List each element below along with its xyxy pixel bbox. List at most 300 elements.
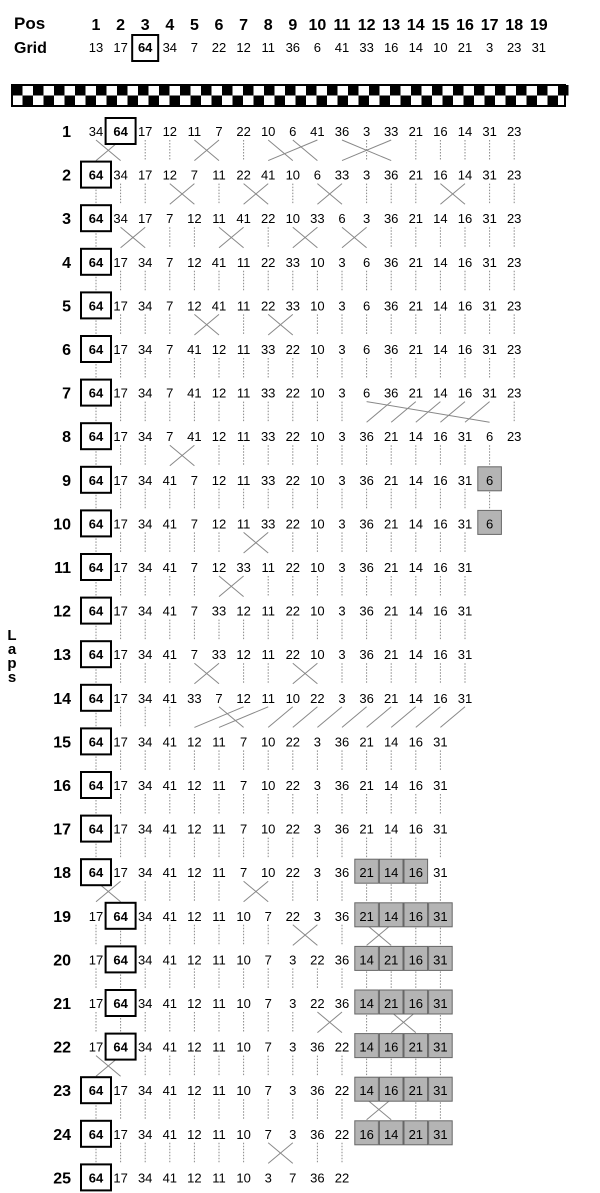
car-number: 3 (338, 516, 346, 532)
position-connector (416, 402, 441, 423)
car-number: 23 (506, 298, 522, 314)
car-number: 6 (289, 124, 297, 139)
car-number: 64 (88, 342, 104, 357)
flag-square (401, 96, 412, 107)
flag-square (296, 96, 307, 107)
car-number: 12 (187, 1039, 202, 1055)
car-number: 34 (88, 124, 104, 139)
car-number: 12 (162, 124, 178, 139)
grid-car: 22 (211, 40, 227, 55)
car-number: 11 (212, 1083, 226, 1099)
car-number: 21 (408, 211, 424, 227)
car-number: 64 (88, 429, 104, 445)
car-number: 10 (260, 821, 276, 837)
car-number: 21 (383, 647, 399, 663)
car-number: 7 (264, 1083, 272, 1099)
car-number: 10 (285, 690, 301, 706)
car-number: 64 (88, 1126, 104, 1142)
position-connector (391, 402, 416, 423)
car-number: 14 (408, 429, 424, 445)
flag-square (506, 96, 517, 107)
car-number: 14 (457, 124, 473, 139)
car-number: 16 (433, 647, 448, 663)
grid-car: 6 (313, 40, 322, 55)
car-number: 16 (408, 865, 424, 881)
car-number: 36 (334, 908, 350, 924)
flag-square (432, 85, 443, 96)
car-number: 21 (383, 996, 399, 1011)
car-number: 31 (482, 254, 497, 270)
car-number: 14 (408, 516, 424, 532)
car-number: 16 (433, 560, 448, 575)
car-number: 34 (113, 211, 128, 227)
flag-square (338, 96, 349, 107)
car-number: 14 (433, 254, 448, 270)
car-number: 12 (187, 778, 202, 793)
car-number: 41 (162, 690, 178, 706)
pos-number: 2 (116, 17, 126, 34)
lap-number: 2 (62, 167, 71, 185)
car-number: 34 (137, 1083, 153, 1099)
car-number: 36 (359, 429, 374, 445)
car-number: 11 (212, 865, 226, 881)
car-number: 34 (137, 429, 153, 445)
car-number: 22 (334, 1083, 350, 1099)
car-number: 10 (310, 342, 325, 357)
grid-car: 12 (236, 40, 251, 55)
car-number: 41 (187, 342, 202, 357)
car-number: 3 (313, 778, 322, 793)
car-number: 11 (236, 298, 251, 314)
car-number: 21 (383, 560, 399, 575)
car-number: 31 (482, 167, 497, 183)
car-number: 17 (137, 167, 153, 183)
position-connector (268, 707, 293, 728)
car-number: 16 (433, 472, 448, 488)
grid-car: 14 (408, 40, 424, 55)
car-number: 11 (236, 254, 251, 270)
car-number: 41 (162, 821, 178, 837)
pos-number: 18 (505, 17, 524, 34)
car-number: 7 (215, 690, 223, 706)
car-number: 41 (162, 865, 178, 881)
flag-square (348, 85, 359, 96)
car-number: 41 (162, 647, 178, 663)
car-number: 22 (285, 778, 301, 793)
car-number: 41 (162, 603, 178, 619)
car-number: 22 (285, 603, 301, 619)
pos-header-label: Pos (14, 14, 46, 33)
car-number: 41 (187, 429, 202, 445)
car-number: 12 (236, 690, 251, 706)
car-number: 34 (137, 821, 153, 837)
car-number: 34 (137, 385, 153, 401)
car-number: 64 (113, 952, 128, 968)
car-number: 17 (113, 1170, 128, 1186)
car-number: 16 (433, 603, 448, 619)
car-number: 36 (383, 254, 399, 270)
car-number: 33 (383, 124, 399, 139)
car-number: 17 (113, 298, 128, 314)
car-number: 7 (190, 167, 199, 183)
car-number: 34 (137, 603, 153, 619)
car-number: 3 (338, 603, 346, 619)
car-number: 23 (506, 342, 522, 357)
car-number: 31 (457, 429, 473, 445)
laps-label-letter: L (7, 627, 17, 644)
car-number: 14 (383, 821, 399, 837)
car-number: 3 (289, 952, 297, 968)
car-number: 17 (113, 821, 128, 837)
flag-square (222, 85, 233, 96)
pos-number: 1 (91, 17, 101, 34)
car-number: 3 (313, 865, 322, 881)
car-number: 31 (457, 516, 473, 532)
flag-square (128, 96, 139, 107)
car-number: 64 (88, 1083, 104, 1099)
car-number: 31 (433, 1126, 448, 1142)
car-number: 10 (236, 996, 251, 1011)
car-number: 14 (383, 908, 399, 924)
car-number: 11 (261, 690, 275, 706)
car-number: 16 (433, 516, 448, 532)
car-number: 21 (383, 472, 399, 488)
car-number: 12 (211, 516, 227, 532)
car-number: 21 (383, 603, 399, 619)
car-number: 31 (457, 560, 473, 575)
car-number: 64 (113, 1039, 128, 1055)
car-number: 16 (408, 952, 424, 968)
car-number: 10 (310, 254, 325, 270)
lap-number: 23 (53, 1083, 71, 1101)
car-number: 31 (457, 472, 473, 488)
car-number: 36 (334, 952, 350, 968)
car-number: 7 (166, 342, 174, 357)
car-number: 33 (260, 342, 276, 357)
car-number: 31 (482, 385, 497, 401)
car-number: 17 (113, 734, 128, 750)
car-number: 22 (236, 167, 251, 183)
pos-number: 11 (333, 17, 351, 34)
flag-square (86, 96, 97, 107)
car-number: 14 (359, 1083, 374, 1099)
flag-square (275, 96, 286, 107)
cell-layer (53, 118, 521, 1190)
car-number: 10 (310, 516, 325, 532)
car-number: 3 (313, 734, 322, 750)
car-number: 34 (137, 472, 153, 488)
car-number: 34 (137, 778, 153, 793)
car-number: 3 (289, 1083, 297, 1099)
car-number: 64 (88, 385, 104, 401)
car-number: 36 (334, 821, 350, 837)
car-number: 17 (88, 908, 104, 924)
car-number: 21 (408, 385, 424, 401)
car-number: 36 (334, 865, 350, 881)
car-number: 14 (433, 298, 448, 314)
car-number: 3 (338, 647, 346, 663)
car-number: 7 (264, 1039, 272, 1055)
flag-square (527, 96, 538, 107)
car-number: 22 (260, 298, 276, 314)
car-number: 14 (408, 690, 424, 706)
car-number: 10 (260, 778, 276, 793)
position-connector (268, 140, 317, 161)
lap-number: 19 (53, 908, 71, 926)
flag-square (285, 85, 296, 96)
car-number: 64 (88, 603, 104, 619)
car-number: 10 (310, 472, 325, 488)
car-number: 6 (313, 167, 322, 183)
flag-square (138, 85, 149, 96)
car-number: 12 (211, 385, 227, 401)
car-number: 21 (383, 690, 399, 706)
car-number: 3 (338, 472, 346, 488)
car-number: 36 (383, 167, 399, 183)
grid-car: 16 (383, 40, 399, 55)
car-number: 11 (212, 734, 226, 750)
car-number: 36 (383, 385, 399, 401)
car-number: 64 (88, 211, 104, 227)
pos-number: 12 (357, 17, 376, 34)
lap-number: 20 (53, 952, 71, 970)
car-number: 41 (162, 1039, 178, 1055)
position-connector (465, 402, 490, 423)
flag-square (107, 96, 118, 107)
car-number: 11 (212, 821, 226, 837)
flag-square (453, 85, 464, 96)
car-number: 3 (362, 167, 371, 183)
car-number: 14 (457, 167, 473, 183)
laps-label-letter: p (7, 655, 17, 672)
flag-square (233, 96, 244, 107)
car-number: 17 (88, 1039, 104, 1055)
car-number: 3 (338, 385, 346, 401)
car-number: 14 (383, 734, 399, 750)
flag-square (558, 85, 569, 96)
car-number: 12 (187, 298, 202, 314)
car-number: 34 (137, 516, 153, 532)
car-number: 10 (310, 429, 325, 445)
grid-car: 34 (162, 40, 178, 55)
position-connector (440, 707, 465, 728)
flag-square (264, 85, 275, 96)
car-number: 23 (506, 385, 522, 401)
car-number: 14 (433, 342, 448, 357)
laps-axis-label (7, 627, 16, 686)
car-number: 7 (264, 1126, 272, 1142)
car-number: 6 (338, 211, 346, 227)
car-number: 41 (162, 516, 178, 532)
car-number: 64 (88, 254, 104, 270)
car-number: 36 (310, 1083, 325, 1099)
car-number: 64 (88, 560, 104, 575)
car-number: 22 (260, 254, 276, 270)
flag-square (117, 85, 128, 96)
car-number: 11 (212, 167, 226, 183)
car-number: 12 (187, 996, 202, 1011)
car-number: 17 (113, 516, 128, 532)
pos-number: 10 (308, 17, 327, 34)
car-number: 31 (433, 778, 448, 793)
car-number: 31 (482, 342, 497, 357)
car-number: 31 (457, 690, 473, 706)
car-number: 10 (260, 734, 276, 750)
car-number: 16 (433, 124, 448, 139)
grid-car: 11 (261, 40, 275, 55)
car-number: 10 (285, 211, 301, 227)
car-number: 36 (334, 124, 350, 139)
car-number: 17 (113, 560, 128, 575)
car-number: 36 (359, 560, 374, 575)
car-number: 17 (113, 647, 128, 663)
flag-square (369, 85, 380, 96)
car-number: 36 (310, 1170, 325, 1186)
flag-square (254, 96, 265, 107)
car-number: 12 (211, 342, 227, 357)
car-number: 12 (187, 211, 202, 227)
position-connector (416, 707, 441, 728)
car-number: 21 (359, 821, 374, 837)
car-number: 36 (359, 690, 374, 706)
car-number: 31 (457, 603, 473, 619)
car-number: 34 (137, 342, 153, 357)
car-number: 12 (187, 952, 202, 968)
car-number: 11 (236, 472, 251, 488)
car-number: 6 (362, 298, 371, 314)
car-number: 41 (162, 1083, 178, 1099)
car-number: 21 (359, 778, 374, 793)
car-number: 6 (362, 254, 371, 270)
car-number: 41 (162, 472, 178, 488)
car-number: 64 (88, 516, 104, 532)
car-number: 31 (433, 952, 448, 968)
car-number: 10 (310, 560, 325, 575)
car-number: 33 (260, 429, 276, 445)
car-number: 14 (408, 472, 424, 488)
car-number: 22 (285, 647, 301, 663)
car-number: 14 (383, 1126, 399, 1142)
car-number: 22 (285, 908, 301, 924)
car-number: 22 (236, 124, 251, 139)
lap-number: 6 (62, 342, 71, 359)
car-number: 11 (261, 603, 275, 619)
car-number: 7 (239, 821, 248, 837)
car-number: 11 (212, 908, 226, 924)
lap-number: 5 (62, 298, 71, 316)
car-number: 64 (88, 778, 104, 793)
flag-square (327, 85, 338, 96)
grid-car: 36 (285, 40, 301, 55)
flag-square (495, 85, 506, 96)
pos-number: 13 (382, 17, 401, 34)
flag-square (23, 96, 34, 107)
car-number: 64 (88, 472, 104, 488)
car-number: 16 (408, 996, 424, 1011)
car-number: 10 (236, 1170, 251, 1186)
car-number: 3 (338, 560, 346, 575)
position-connector (194, 707, 243, 728)
car-number: 11 (212, 952, 226, 968)
car-number: 14 (359, 1039, 374, 1055)
car-number: 21 (408, 167, 424, 183)
car-number: 17 (113, 865, 128, 881)
position-connector (293, 707, 318, 728)
flag-square (149, 96, 160, 107)
car-number: 11 (236, 429, 251, 445)
car-number: 7 (264, 952, 272, 968)
flag-square (44, 96, 55, 107)
car-number: 41 (162, 996, 178, 1011)
position-connector (268, 140, 293, 161)
car-number: 31 (433, 908, 448, 924)
car-number: 17 (88, 952, 104, 968)
flag-square (380, 96, 391, 107)
car-number: 17 (113, 254, 128, 270)
car-number: 64 (88, 865, 104, 881)
car-number: 31 (433, 734, 448, 750)
car-number: 17 (113, 1083, 128, 1099)
car-number: 3 (362, 211, 371, 227)
car-number: 64 (88, 298, 104, 314)
car-number: 16 (457, 298, 473, 314)
car-number: 17 (137, 124, 153, 139)
car-number: 33 (260, 385, 276, 401)
flag-square (516, 85, 527, 96)
car-number: 10 (260, 865, 276, 881)
car-number: 7 (190, 472, 199, 488)
car-number: 7 (166, 298, 174, 314)
car-number: 10 (236, 908, 251, 924)
car-number: 22 (334, 1170, 350, 1186)
car-number: 22 (260, 211, 276, 227)
car-number: 11 (261, 560, 275, 575)
car-number: 22 (285, 821, 301, 837)
flag-square (306, 85, 317, 96)
car-number: 12 (187, 1170, 202, 1186)
car-number: 11 (212, 1126, 226, 1142)
car-number: 17 (88, 996, 104, 1011)
car-number: 34 (137, 908, 153, 924)
car-number: 64 (113, 996, 128, 1011)
grid-car: 21 (457, 40, 473, 55)
car-number: 33 (285, 298, 301, 314)
car-number: 41 (162, 1170, 178, 1186)
car-number: 33 (334, 167, 350, 183)
car-number: 11 (212, 996, 226, 1011)
pos-number: 16 (456, 17, 474, 34)
car-number: 36 (334, 996, 350, 1011)
car-number: 34 (137, 690, 153, 706)
car-number: 16 (408, 908, 424, 924)
position-connector (342, 707, 367, 728)
pos-number: 5 (189, 17, 199, 34)
grid-car: 3 (485, 40, 494, 55)
grid-car: 23 (506, 40, 522, 55)
car-number: 22 (310, 952, 325, 968)
car-number: 12 (187, 908, 202, 924)
car-number: 21 (408, 1126, 424, 1142)
car-number: 17 (137, 211, 153, 227)
car-number: 64 (88, 167, 104, 183)
car-number: 41 (162, 952, 178, 968)
car-number: 7 (190, 516, 199, 532)
car-number: 36 (359, 472, 374, 488)
car-number: 23 (506, 254, 522, 270)
car-number: 31 (433, 821, 448, 837)
lap-number: 22 (53, 1039, 71, 1057)
car-number: 31 (433, 865, 448, 881)
